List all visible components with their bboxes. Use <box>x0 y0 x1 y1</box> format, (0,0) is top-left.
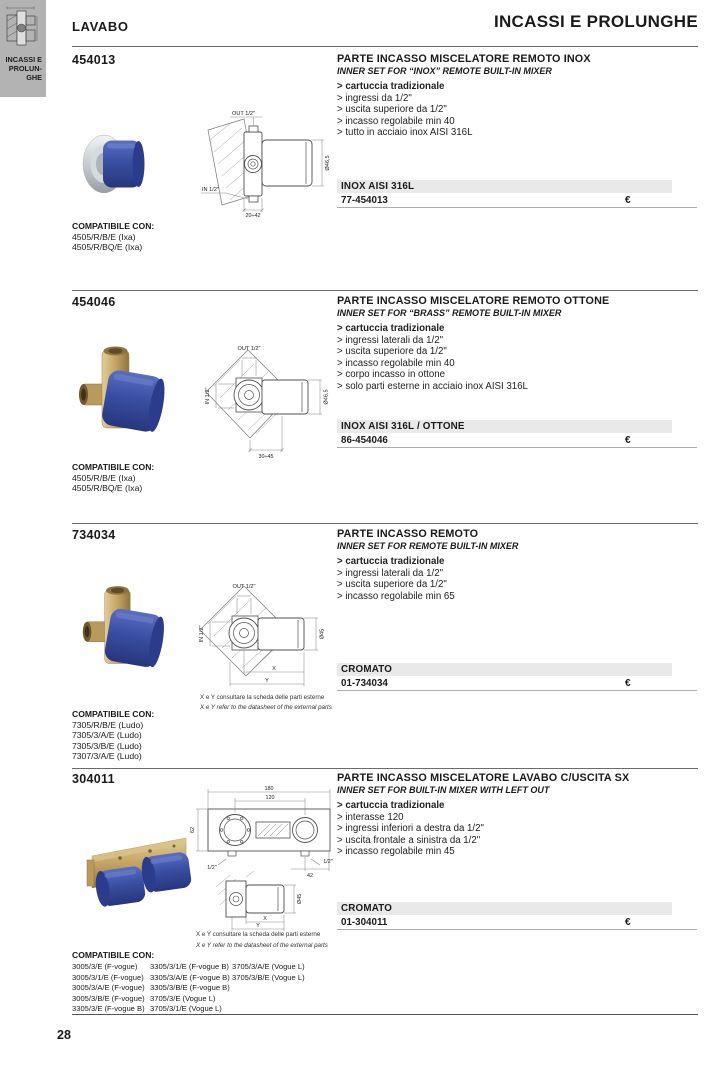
section-rule <box>72 768 698 769</box>
product-subtitle: INNER SET FOR BUILT-IN MIXER WITH LEFT OUT <box>337 785 550 795</box>
drawing-note-en: X e Y refer to the datasheet of the external parts <box>196 942 328 949</box>
product-title: PARTE INCASSO REMOTO <box>337 528 479 540</box>
finish-band: CROMATO <box>337 902 672 915</box>
svg-text:Ø45: Ø45 <box>297 893 303 905</box>
product-info <box>337 53 699 139</box>
product-title: PARTE INCASSO MISCELATORE REMOTO OTTONE <box>337 295 610 307</box>
tab-label-line: INCASSI E <box>5 55 42 64</box>
feature-item: > ingressi laterali da 1/2" <box>337 335 699 347</box>
svg-text:20÷42: 20÷42 <box>245 213 261 218</box>
compatibility-label-row <box>72 950 154 961</box>
price-currency: € <box>625 917 631 928</box>
feature-item: > uscita superiore da 1/2" <box>337 579 699 591</box>
svg-text:Ø46,5: Ø46,5 <box>323 389 330 405</box>
footer-rule <box>72 1014 698 1015</box>
category-title: LAVABO <box>72 19 129 34</box>
order-code: 77-454013 <box>341 195 388 206</box>
compatibility-label: COMPATIBILE CON: <box>72 221 155 231</box>
order-code-row <box>337 193 697 208</box>
technical-drawing-454046 <box>196 336 334 460</box>
feature-list <box>337 556 699 602</box>
feature-item: > incasso regolabile min 40 <box>337 358 699 370</box>
header-rule <box>72 46 698 47</box>
product-info <box>337 528 699 602</box>
price-currency: € <box>625 678 631 689</box>
svg-text:1/2": 1/2" <box>323 859 333 865</box>
feature-item: > cartuccia tradizionale <box>337 556 699 568</box>
order-code-row <box>337 433 697 448</box>
price-currency: € <box>625 435 631 446</box>
svg-text:OUT 1/2": OUT 1/2" <box>232 111 256 117</box>
svg-text:120: 120 <box>265 795 275 801</box>
compatibility-column <box>72 962 145 1015</box>
feature-list <box>337 800 699 858</box>
svg-text:X: X <box>272 666 276 672</box>
product-photo-304011 <box>78 818 206 918</box>
drawing-note-it: X e Y consultare la scheda delle parti esterne <box>200 694 325 701</box>
compatibility-item: 3305/3/E (F-vogue B) <box>72 1004 145 1013</box>
order-code-row <box>337 915 697 930</box>
finish-band: CROMATO <box>337 663 672 676</box>
svg-text:Ø46,5: Ø46,5 <box>325 155 331 171</box>
drawing-note-en: X e Y refer to the datasheet of the external parts <box>200 704 332 711</box>
order-code-row <box>337 676 697 691</box>
compatibility-item: 7305/R/B/E (Ludo) <box>72 719 144 730</box>
compatibility-label: COMPATIBILE CON: <box>72 709 155 719</box>
product-code: 304011 <box>72 772 115 786</box>
compatibility-item: 3005/3/1/E (F-vogue) <box>72 972 144 982</box>
feature-item: > corpo incasso in ottone <box>337 369 699 381</box>
product-info <box>337 295 699 393</box>
compatibility-item: 3705/3/1/E (Vogue L) <box>150 1004 222 1013</box>
product-code: 734034 <box>72 528 116 542</box>
feature-item: > incasso regolabile min 40 <box>337 116 699 128</box>
technical-drawing-734034 <box>192 572 337 696</box>
order-code: 01-734034 <box>341 678 388 689</box>
tab-thumbnail-drawing <box>4 5 42 51</box>
compatibility-item: 7305/3/A/E (Ludo) <box>72 730 142 740</box>
svg-text:Ø45: Ø45 <box>319 628 326 640</box>
feature-item: > incasso regolabile min 45 <box>337 846 699 858</box>
compatibility-item: 3705/3/E (Vogue L) <box>150 993 216 1003</box>
feature-item: > uscita superiore da 1/2" <box>337 346 699 358</box>
page-number: 28 <box>57 1028 71 1042</box>
finish-band: INOX AISI 316L / OTTONE <box>337 420 672 433</box>
compatibility-item: 4505/R/BQ/E (Ixa) <box>72 242 143 252</box>
compatibility-item: 3005/3/B/E (F-vogue) <box>72 993 145 1003</box>
compatibility-item: 4505/R/B/E (Ixa) <box>72 231 136 242</box>
svg-text:X: X <box>263 916 267 922</box>
section-tab <box>0 0 46 97</box>
technical-drawing-454013 <box>198 106 333 218</box>
svg-text:62: 62 <box>190 827 196 833</box>
svg-text:Y: Y <box>265 678 269 684</box>
tab-label-line: PROLUN- <box>8 63 42 73</box>
compatibility-item: 3305/3/1/E (F-vogue B) <box>150 962 229 971</box>
feature-item: > incasso regolabile min 65 <box>337 591 699 603</box>
feature-list <box>337 81 699 139</box>
compatibility-item: 3005/3/E (F-vogue) <box>72 962 138 971</box>
feature-list <box>337 323 699 393</box>
feature-item: > uscita frontale a sinistra da 1/2" <box>337 835 699 847</box>
compatibility-item: 3305/3/B/E (F-vogue B) <box>150 983 230 992</box>
compatibility-item: 3005/3/A/E (F-vogue) <box>72 983 145 992</box>
svg-text:OUT 1/2": OUT 1/2" <box>237 346 261 352</box>
compatibility-label: COMPATIBILE CON: <box>72 462 155 472</box>
feature-item: > cartuccia tradizionale <box>337 800 699 812</box>
feature-item: > tutto in acciaio inox AISI 316L <box>337 127 699 139</box>
tab-label <box>6 56 43 82</box>
product-photo-454013 <box>80 112 150 212</box>
compatibility-column <box>150 962 230 1015</box>
compatibility-column <box>232 962 305 983</box>
svg-text:1/2": 1/2" <box>207 865 217 871</box>
compatibility-item: 4505/R/BQ/E (Ixa) <box>72 483 143 493</box>
product-subtitle: INNER SET FOR “INOX” REMOTE BUILT-IN MIXER <box>337 66 552 76</box>
compatibility-item: 7307/3/A/E (Ludo) <box>72 751 142 761</box>
compatibility-item: 7305/3/B/E (Ludo) <box>72 740 142 751</box>
compatibility-list <box>72 709 154 762</box>
feature-item: > ingressi laterali da 1/2" <box>337 568 699 580</box>
feature-item: > uscita superiore da 1/2" <box>337 104 699 116</box>
compatibility-item: 3705/3/B/E (Vogue L) <box>232 972 305 982</box>
compatibility-item: 4505/R/B/E (Ixa) <box>72 472 136 483</box>
tab-label-line: GHE <box>26 72 42 82</box>
price-currency: € <box>625 195 631 206</box>
product-photo-454046 <box>72 340 177 458</box>
order-code: 86-454046 <box>341 435 388 446</box>
svg-text:IN 1/2": IN 1/2" <box>202 187 219 193</box>
section-rule <box>72 290 698 291</box>
svg-text:IN 1/2": IN 1/2" <box>205 387 211 405</box>
compatibility-label: COMPATIBILE CON: <box>72 950 155 960</box>
product-title: PARTE INCASSO MISCELATORE REMOTO INOX <box>337 53 591 65</box>
feature-item: > solo parti esterne in acciaio inox AISI 316L <box>337 381 699 393</box>
svg-text:180: 180 <box>264 786 274 792</box>
product-photo-734034 <box>76 580 176 692</box>
product-title: PARTE INCASSO MISCELATORE LAVABO C/USCITA SX <box>337 772 630 784</box>
feature-item: > ingressi inferiori a destra da 1/2" <box>337 823 699 835</box>
product-code: 454046 <box>72 295 116 309</box>
feature-item: > ingressi da 1/2" <box>337 93 699 105</box>
feature-item: > cartuccia tradizionale <box>337 81 699 93</box>
svg-text:OUT 1/2": OUT 1/2" <box>232 584 256 590</box>
compatibility-item: 3705/3/A/E (Vogue L) <box>232 962 305 971</box>
finish-band: INOX AISI 316L <box>337 180 672 193</box>
feature-item: > interasse 120 <box>337 812 699 824</box>
svg-text:IN 1/2": IN 1/2" <box>199 625 205 643</box>
drawing-note-it: X e Y consultare la scheda delle parti esterne <box>196 931 321 938</box>
svg-text:Y: Y <box>256 923 260 929</box>
product-code: 454013 <box>72 53 116 67</box>
svg-text:42: 42 <box>307 873 313 879</box>
product-info <box>337 772 699 858</box>
compatibility-list <box>72 462 154 494</box>
section-rule <box>72 523 698 524</box>
product-subtitle: INNER SET FOR REMOTE BUILT-IN MIXER <box>337 541 519 551</box>
order-code: 01-304011 <box>341 917 388 928</box>
feature-item: > cartuccia tradizionale <box>337 323 699 335</box>
page-title: INCASSI E PROLUNGHE <box>493 12 698 31</box>
technical-drawing-304011 <box>188 783 346 931</box>
svg-text:30÷45: 30÷45 <box>258 454 274 460</box>
compatibility-list <box>72 221 154 253</box>
compatibility-item: 3305/3/A/E (F-vogue B) <box>150 972 230 982</box>
product-subtitle: INNER SET FOR “BRASS” REMOTE BUILT-IN MIXER <box>337 308 562 318</box>
